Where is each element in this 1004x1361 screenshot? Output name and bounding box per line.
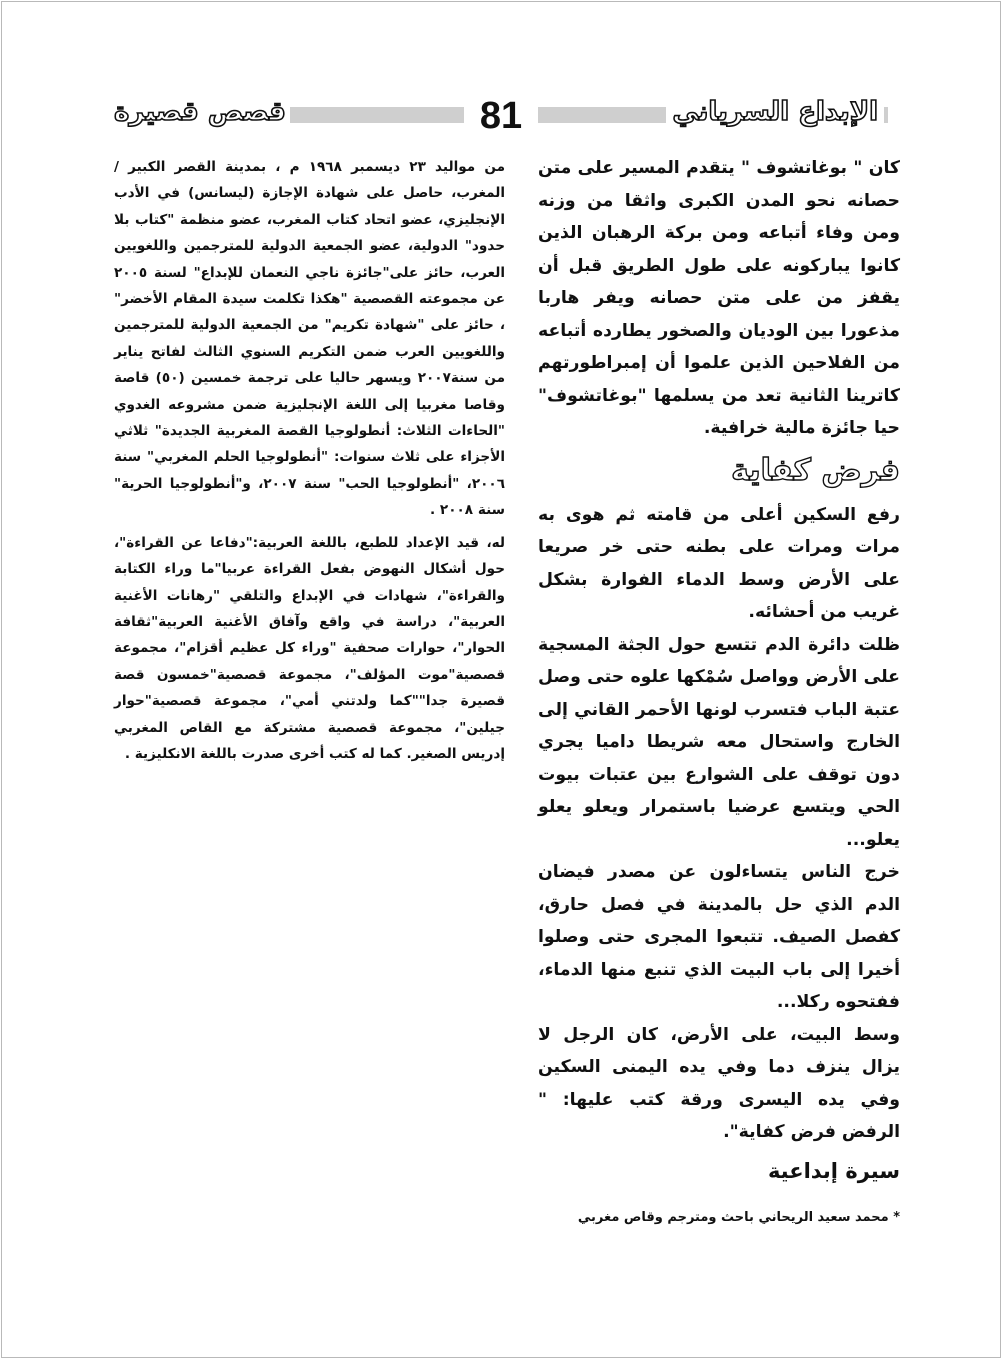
story-paragraph: ظلت دائرة الدم تتسع حول الجثة المسجية على الأرض وواصل سُمْكها علوه حتى وصل عتبة الباب فتسرب لونها الأحمر القاني إلى الخارج واستحال معه شريطا داميا يجري دون توقف على الشوارع بين عتبات بيوت الحي ويتسع عرضيا باستمرار ويعلو يعلو يعلو... [538,634,900,850]
story-paragraph: خرج الناس يتساءلون عن مصدر فيضان الدم الذي حل بالمدينة في فصل حارق، كفصل الصيف. تتبعوا المجرى حتى وصلوا أخيرا إلى باب البيت الذي تنبع منها الدماء، ففتحوه ركلا... [538,862,900,1012]
bio-title: سيرة إبداعية [767,1158,900,1183]
author-footnote: * محمد سعيد الريحاني باحث ومترجم وقاص مغربي [577,1210,900,1225]
page-number: 81 [473,92,529,140]
magazine-title: الإبداع السرياني [666,92,884,132]
bio-paragraph: له، قيد الإعداد للطبع، باللغة العربية:"دفاعا عن القراءة"، حول أشكال النهوض بفعل القراءة عربيا"ما وراء الكتابة والقراءة"، شهادات في الإبداع والتلقي "رهانات الأغنية العربية"، دراسة في واقع وآفاق الأغنية العربية"ثقافة الحوار"، حوارات صحفية "وراء كل عظيم أقزام"، مجموعة قصصية"موت المؤلف"، مجموعة قصصية"خمسون قصة قصيرة جدا""كما ولدتني أمي"، مجموعة قصصية"حوار جيلين"، مجموعة قصصية مشتركة مع القاص المغربي إدريس الصغير. كما له كتب أخرى صدرت باللغة الانكليزية . [114,534,505,762]
story-title: فرض كفاية [731,452,900,488]
section-label: قصص قصيرة [110,92,290,132]
story-paragraph: وسط البيت، على الأرض، كان الرجل لا يزال ينزف دما وفي يده اليمنى السكين وفي يده اليسرى ورقة كتب عليها: " الرفض فرض كفاية". [538,1024,900,1142]
story-column [538,152,900,1189]
bio-column [114,154,505,767]
intro-paragraph: كان " بوغاتشوف " يتقدم المسير على متن حصانه نحو المدن الكبرى واثقا من وزنه ومن وفاء أتباعه ومن بركة الرهبان الذين كانوا يباركونه على طول الطريق قبل أن يقفز من على متن حصانه ويفر هاربا مذعورا بين الوديان والصخور يطارده أتباعه من الفلاحين الذين علموا أن إمبراطورتهم كاترينا الثانية تعد من يسلمها "بوغاتشوف" حيا جائزة مالية خرافية. [538,158,900,438]
story-paragraph: رفع السكين أعلى من قامته ثم هوى به مرات ومرات على بطنه حتى خر صريعا على الأرض وسط الدماء الفوارة بشكل غريب من أحشائه. [538,504,900,622]
bio-paragraph: من مواليد ٢٣ ديسمبر ١٩٦٨ م ، بمدينة القصر الكبير / المغرب، حاصل على شهادة الإجازة (ليسانس) في الأدب الإنجليزي، عضو اتحاد كتاب المغرب، عضو منظمة "كتاب بلا حدود" الدولية، عضو الجمعية الدولية للمترجمين واللغويين العرب، حائز على"جائزة ناجي النعمان للإبداع" لسنة ٢٠٠٥ عن مجموعته القصصية "هكذا تكلمت سيدة المقام الأخضر" ، حائز على "شهادة تكريم" من الجمعية الدولية للمترجمين واللغويين العرب ضمن التكريم السنوي الثالث لفاتح يناير من سنة٢٠٠٧ ويسهر حاليا على ترجمة خمسين (٥٠) قاصة وقاصا مغربيا إلى اللغة الإنجليزية ضمن مشروعه الغدوي "الحاءات الثلاث: أنطولوجيا القصة المغربية الجديدة" ثلاثي الأجزاء على ثلاث سنوات: "أنطولوجيا الحلم المغربي" سنة ٢٠٠٦، "أنطولوجيا الحب" سنة ٢٠٠٧، و"أنطولوجيا الحرية" سنة ٢٠٠٨ . [114,159,506,519]
